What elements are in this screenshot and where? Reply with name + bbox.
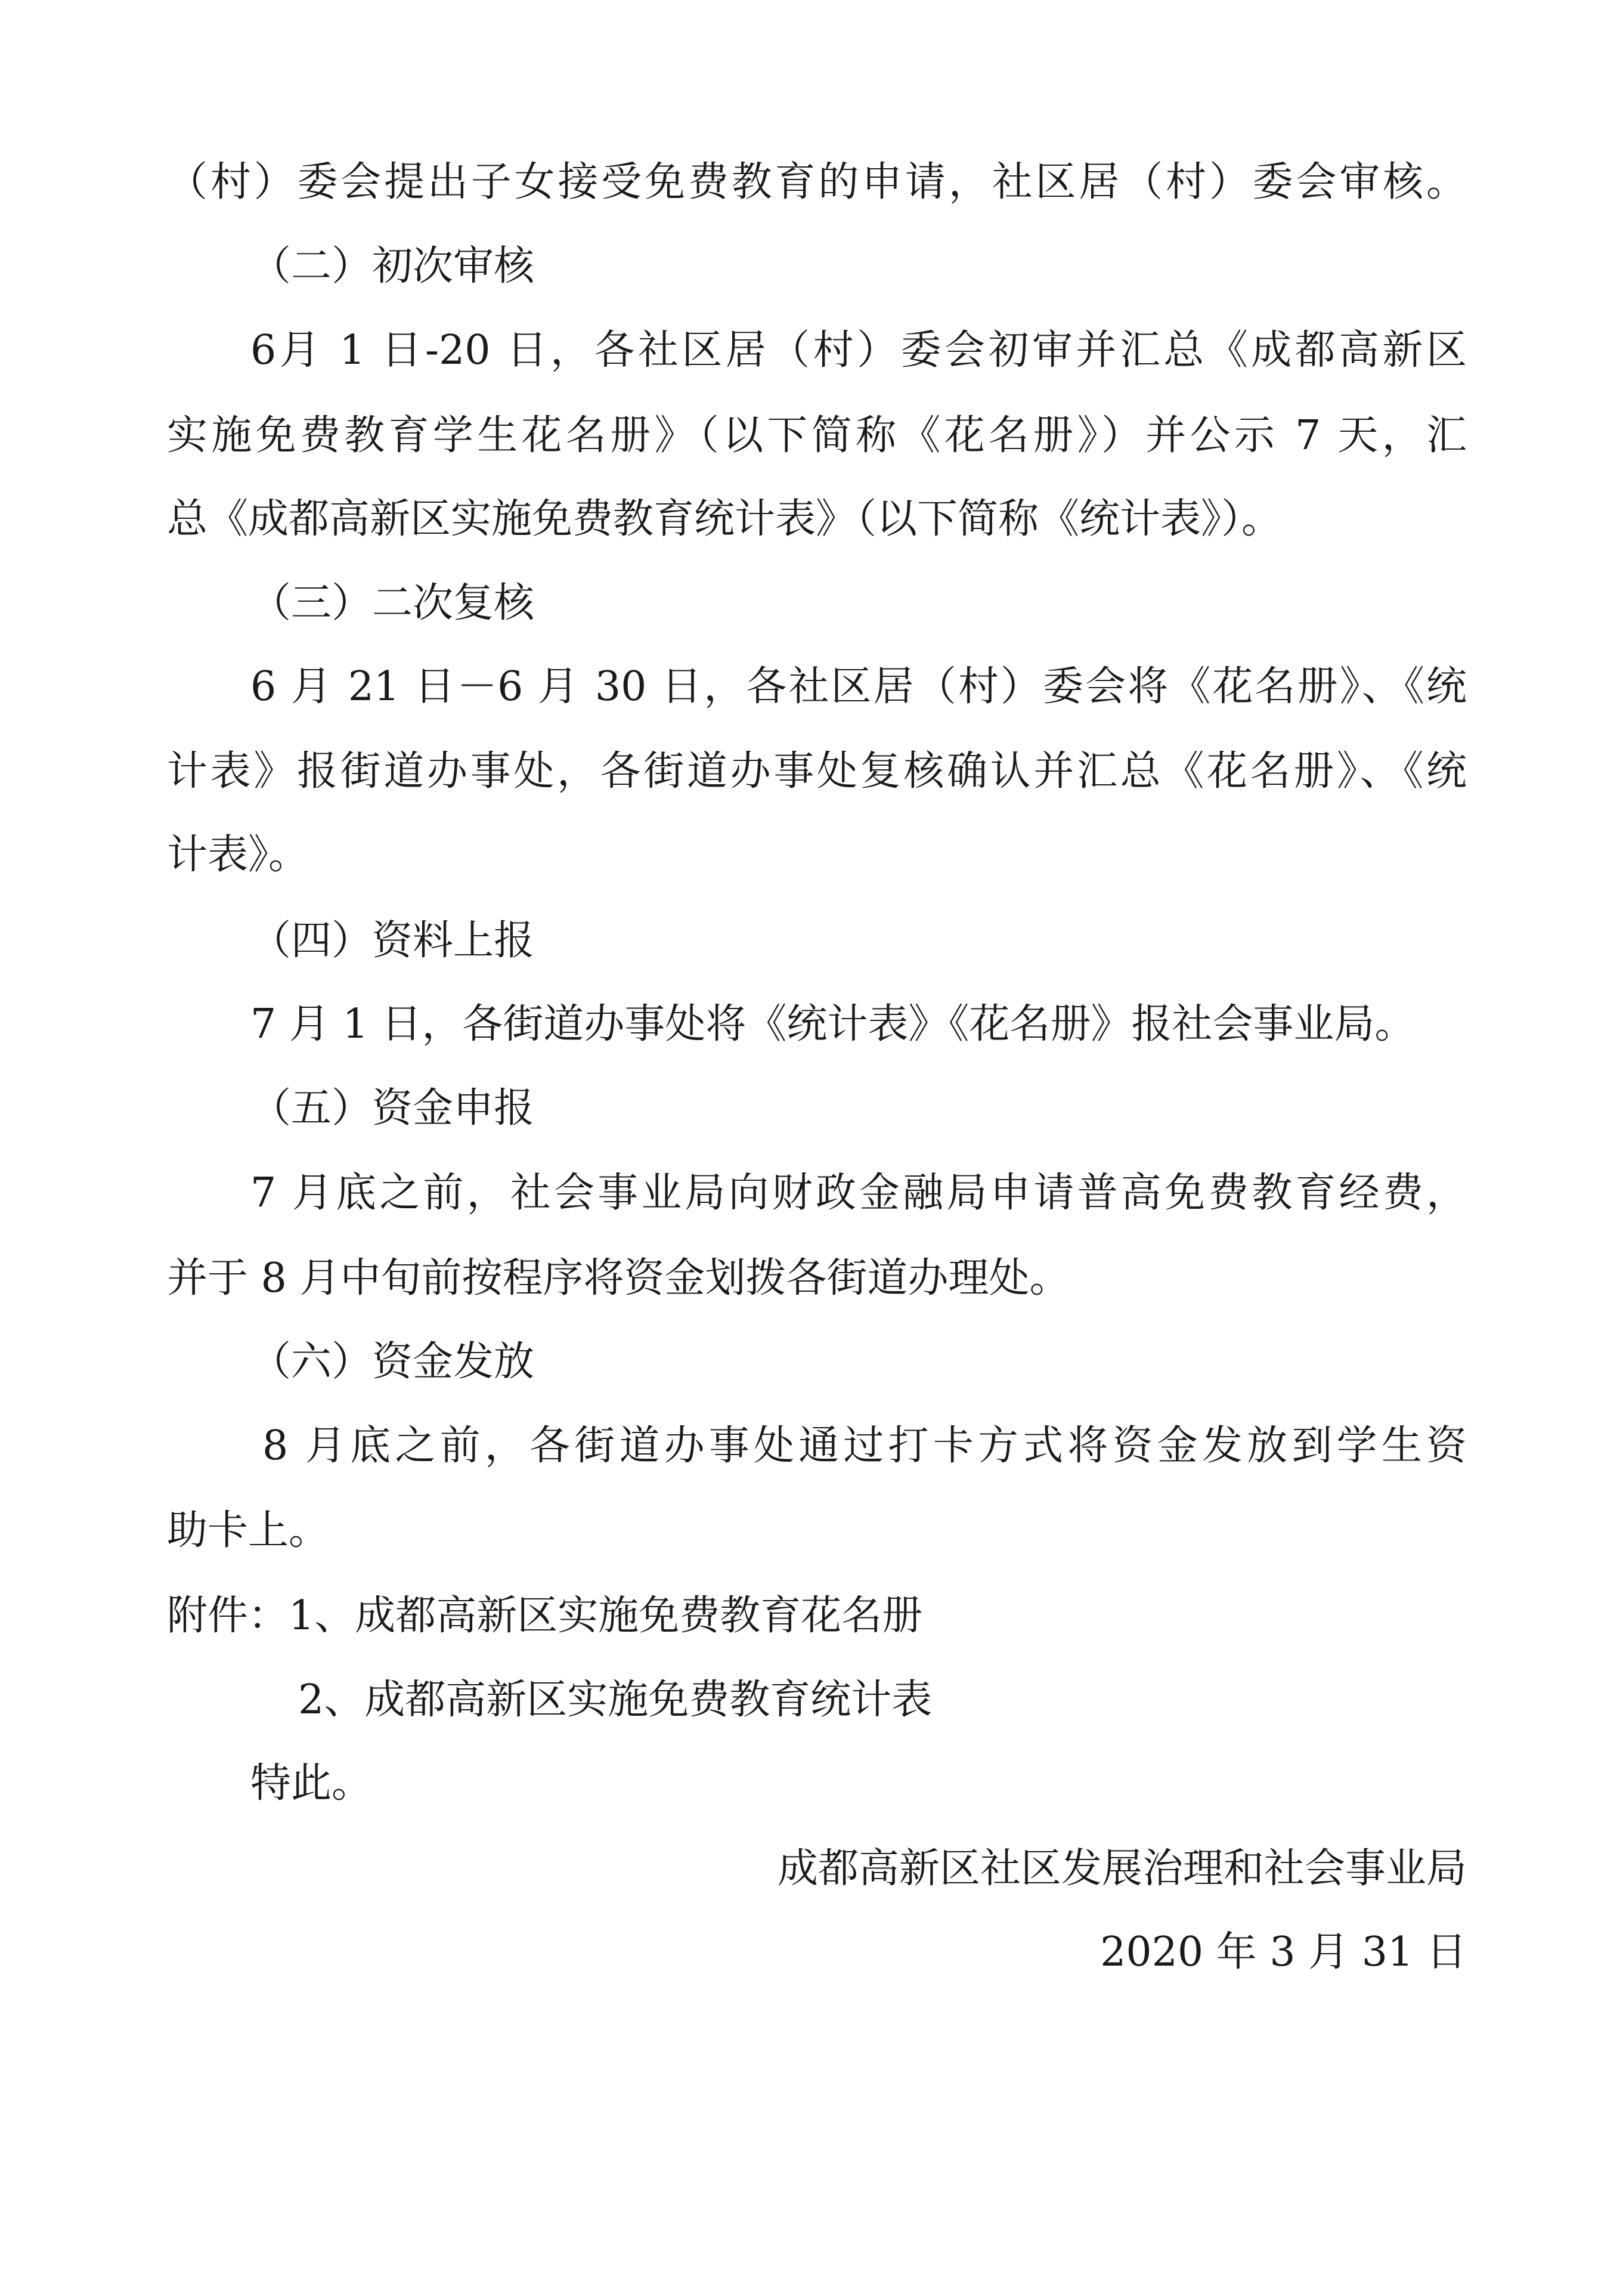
issue-date: 2020 年 3 月 31 日 [1100,1929,1467,1976]
body-line: 助卡上。 [167,1507,330,1554]
closing-remark: 特此。 [250,1760,373,1807]
body-line: 8 月底之前，各街道办事处通过打卡方式将资金发放到学生资 [262,1422,1467,1469]
section-heading: （四）资料上报 [250,917,535,964]
section-heading: （六）资金发放 [250,1338,535,1385]
body-line: 7 月 1 日，各街道办事处将《统计表》《花名册》报社会事业局。 [250,1001,1416,1048]
attachment-line: 2、成都高新区实施免费教育统计表 [298,1676,933,1723]
body-line: 计表》。 [167,831,309,878]
body-line: 实施免费教育学生花名册》（以下简称《花名册》）并公示 7 天，汇 [167,412,1467,459]
body-line: 并于 8 月中旬前按程序将资金划拨各街道办理处。 [167,1255,1070,1302]
attachment-line: 附件：1、成都高新区实施免费教育花名册 [167,1592,923,1639]
body-line: 计表》报街道办事处，各街道办事处复核确认并汇总《花名册》、《统 [167,748,1467,795]
section-heading: （五）资金申报 [250,1085,535,1132]
body-line: 6月 1 日-20 日，各社区居（村）委会初审并汇总《成都高新区 [250,327,1467,374]
body-line: 总《成都高新区实施免费教育统计表》（以下简称《统计表》）。 [167,496,1283,543]
body-line: 7 月底之前，社会事业局向财政金融局申请普高免费教育经费， [250,1169,1467,1217]
section-heading: （三）二次复核 [250,580,535,627]
body-line: 6 月 21 日－6 月 30 日，各社区居（村）委会将《花名册》、《统 [250,663,1467,710]
issuing-authority: 成都高新区社区发展治理和社会事业局 [777,1845,1467,1892]
section-heading: （二）初次审核 [250,243,535,290]
body-line: （村）委会提出子女接受免费教育的申请，社区居（村）委会审核。 [167,159,1467,206]
